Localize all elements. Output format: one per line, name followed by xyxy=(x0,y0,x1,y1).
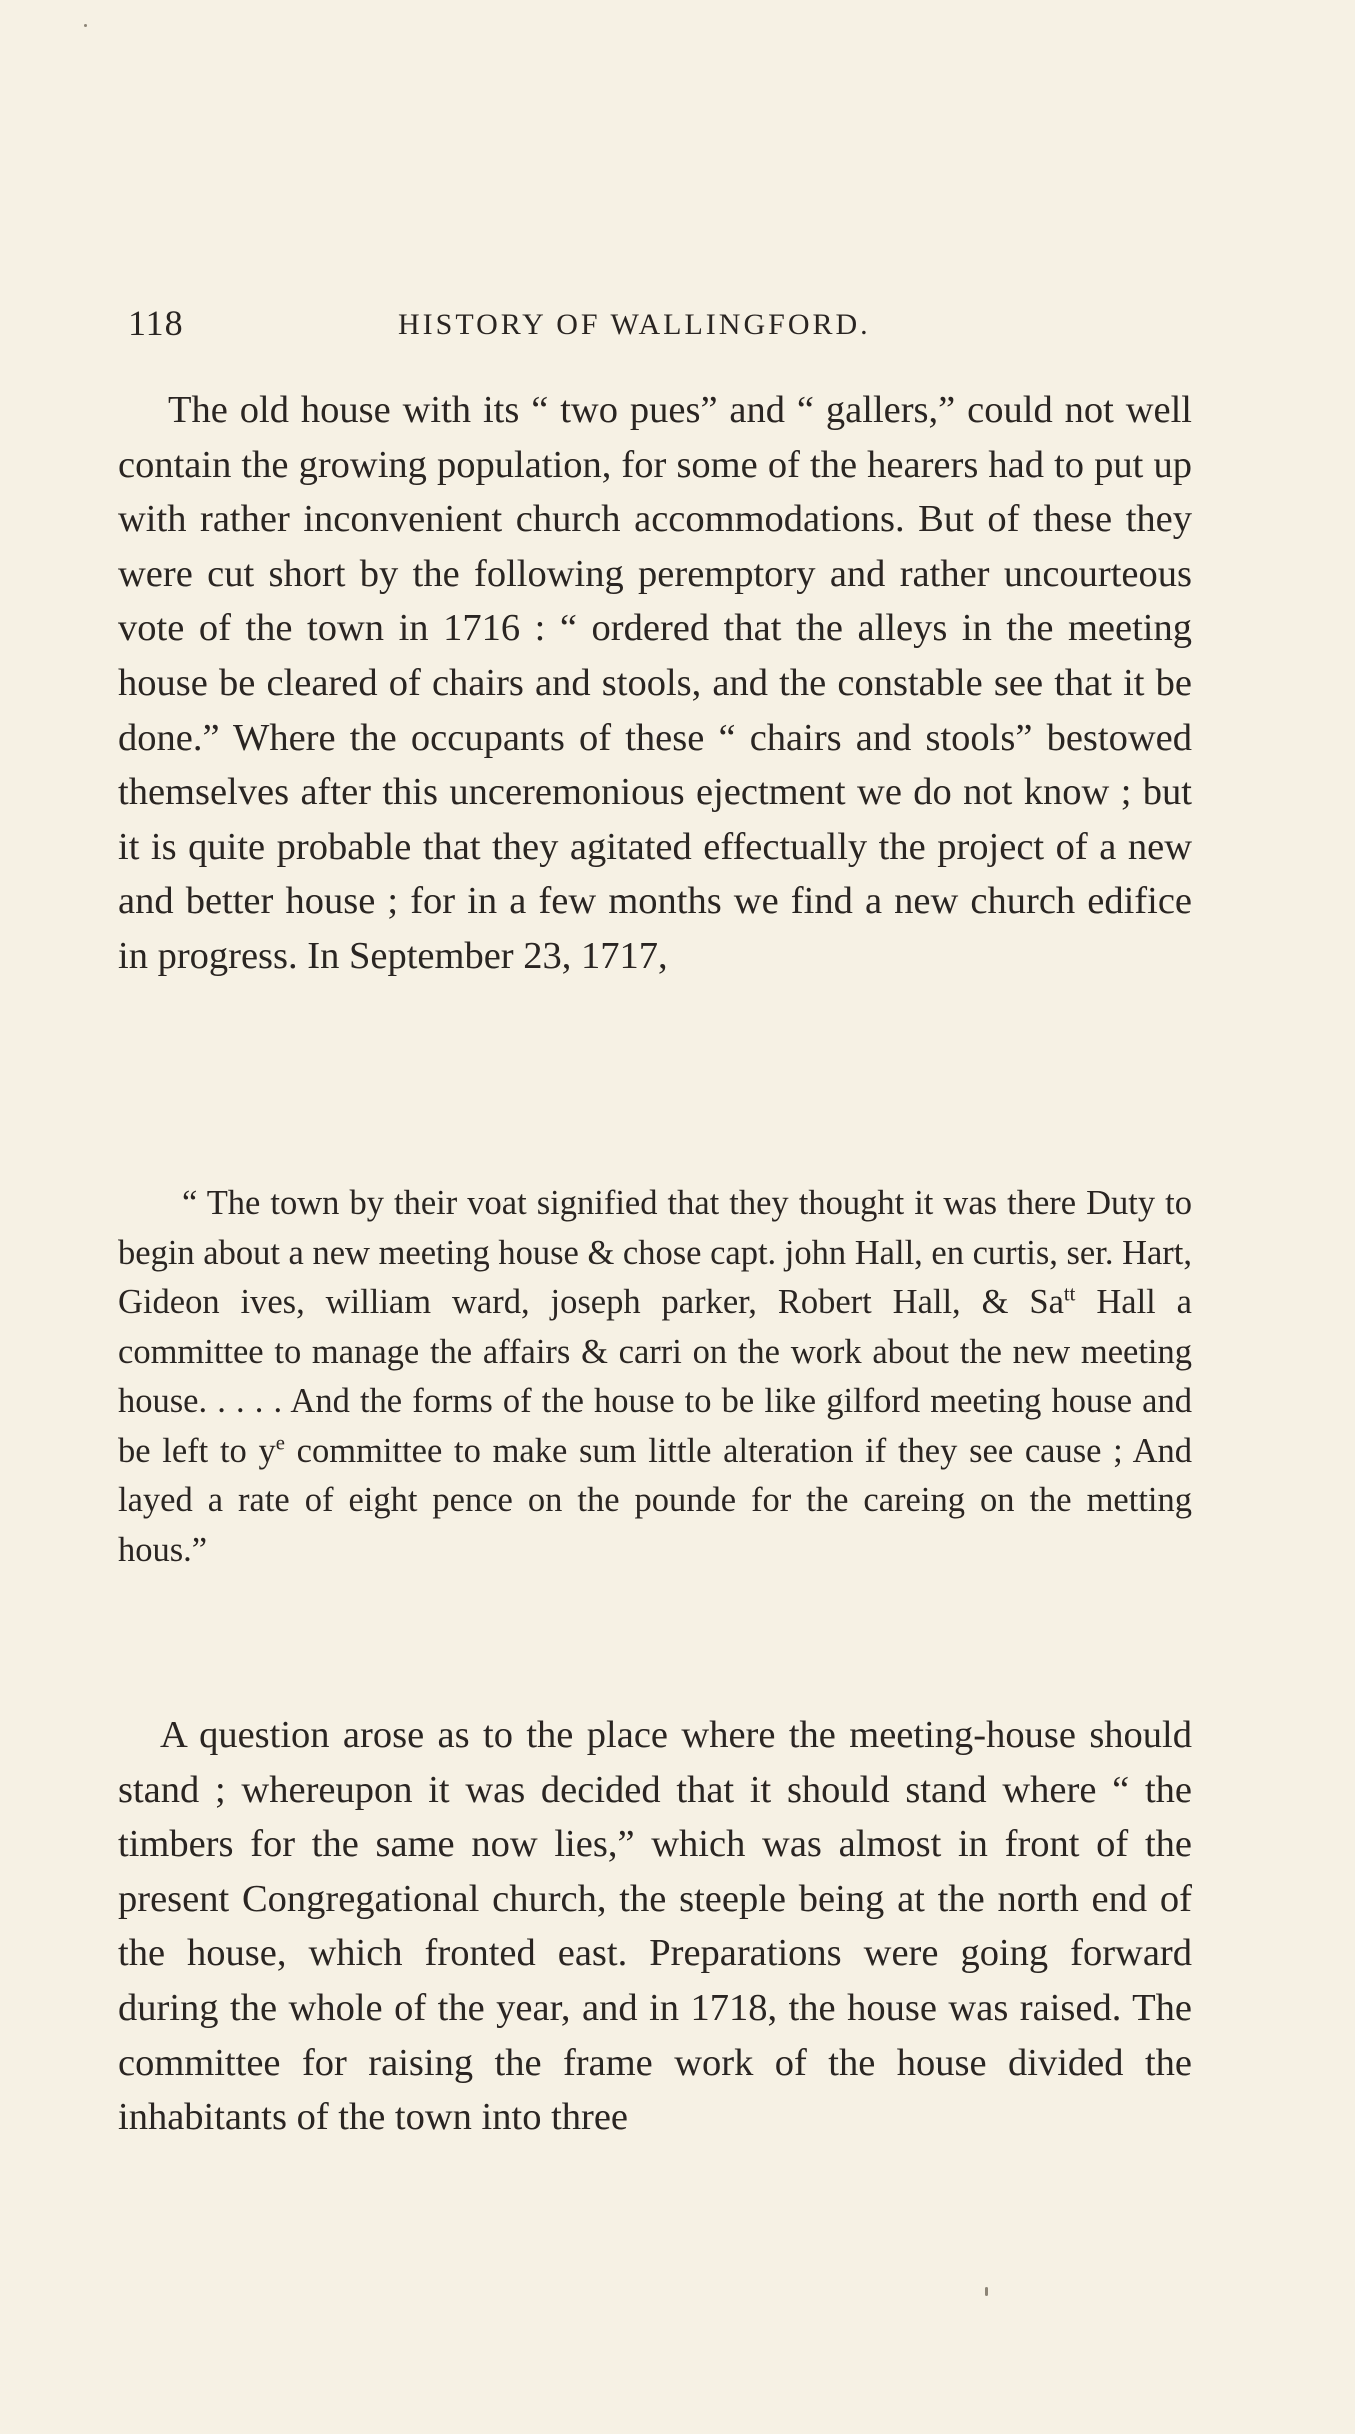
quotation-text-2: Hall a committee to manage the affairs & carri on the work about the new meeting house. . . . . And the forms of the house to be like gilford meeting house and be left to y xyxy=(118,1283,1192,1470)
superscript-tt: tt xyxy=(1063,1283,1076,1306)
running-head xyxy=(118,302,1192,346)
paper-speck xyxy=(985,2287,988,2296)
quotation-text-3: committee to make sum little alteration if they see cause ; And layed a rate of eight pence on the pounde for the careing on the metting hous.” xyxy=(118,1431,1192,1569)
page-number: 118 xyxy=(128,303,184,343)
paragraph-1: The old house with its “ two pues” and “ gallers,” could not well contain the growing population, for some of the hearers had to put up with rather inconvenient church accommodations. But of these they were cut short by the following peremptory and rather uncourteous vote of the town in 1716 : “ ordered that the alleys in the meeting house be cleared of chairs and stools, and the constable see that it be done.” Where the occupants of these “ chairs and stools” bestowed themselves after this unceremonious ejectment we do not know ; but it is quite probable that they agitated effectually the project of a new and better house ; for in a few months we find a new church edifice in progress. In September 23, 1717, xyxy=(118,389,1192,977)
superscript-e: e xyxy=(275,1432,285,1454)
paper-speck xyxy=(84,24,87,27)
quotation-text-1: “ The town by their voat signified that they thought it was there Duty to begin about a new meeting house & chose capt. john Hall, en curtis, ser. Hart, Gideon ives, william ward, joseph parker, Robert Hall, & Sa xyxy=(118,1184,1192,1321)
block-quotation xyxy=(118,1179,1192,1575)
paragraph-2: A question arose as to the place where the meeting-house should stand ; whereupon it was decided that it should stand where “ the timbers for the same now lies,” which was almost in front of the present Congregational church, the steeple being at the north end of the house, which fronted east. Preparations were going forward during the whole of the year, and in 1718, the house was raised. The committee for raising the frame work of the house divided the inhabitants of the town into three xyxy=(118,1714,1192,2139)
running-title: HISTORY OF WALLINGFORD. xyxy=(398,308,871,341)
